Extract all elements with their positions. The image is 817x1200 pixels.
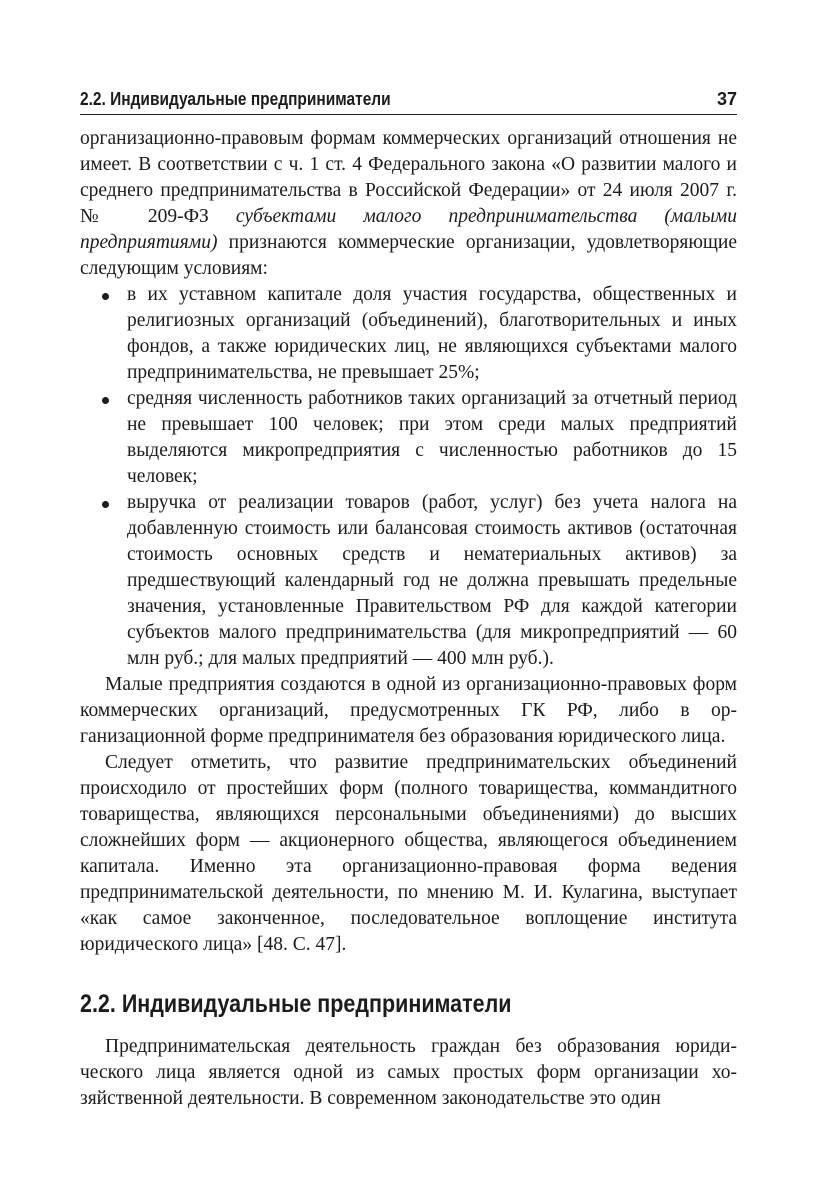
section-first-paragraph: Предпринимательская деятельность граждан без образования юридического лица является одной из самых простых форм организации хозяйственной деятельности. В современном законодательстве это один [80,1036,737,1109]
list-item [127,282,737,386]
paragraph-small-enterprises: Малые предприятия создаются в одной из организационно-правовых форм коммерческих организаций, предусмотренных ГК РФ, либо в организационной форме предпринимателя без образования юридического лица. [80,674,737,747]
bullet-icon [102,501,109,508]
list-item [127,490,737,672]
bullet-icon [102,293,109,300]
intro-text-after: признаются коммерческие организации, удовлетворяющие следующим условиям: [80,232,737,279]
paragraph-development: Следует отметить, что развитие предпринимательских объединений происходило от простейших форм (полного товарищества, коммандитного товарищества, являющихся персональными объединениями) до высших сложнейших форм — акционерного общества, являющегося объединением капитала. Именно эта организационно-правовая форма ведения предпринимательской деятельности, по мнению М. И. Кулагина, выступает «как самое законченное, последовательное воплощение института юридического лица» [48. С. 47]. [80,752,737,955]
page-body [80,126,737,1112]
running-head-title: 2.2. Индивидуальные предприниматели [80,89,391,109]
intro-text-before: организационно-правовым формам коммерческих организаций отношения не имеет. В соответствии с ч. 1 ст. 4 Федерального закона «О развитии малого и среднего предпринимательства в Российской Федерации» от 24 июля 2007 г. № 209-ФЗ [80,128,737,227]
intro-paragraph [80,126,737,282]
list-item-text: выручка от реализации товаров (работ, услуг) без учета налога на добавленную стоимость или балансовая стоимость активов (остаточная стоимость основных средств и нематериальных активов) за предшествующий календарный год не должна превышать предельные значения, установленные Правительством РФ для каждой категории субъектов малого предпринимательства (для микропредприятий — 60 млн руб.; для малых предприятий — 400 млн руб.). [127,492,737,669]
intro-italic-term: субъектами малого предпринимательства (малыми предприятиями) [80,206,737,253]
conditions-list [80,282,737,672]
list-item-text: в их уставном капитале доля участия государства, общественных и религиозных организаций (объединений), благотворительных и иных фондов, а также юридических лиц, не являющихся субъектами малого предпринимательства, не превышает 25%; [127,284,737,383]
list-item [127,386,737,490]
section-heading [80,989,737,1019]
list-item-text: средняя численность работников таких организаций за отчетный период не превышает 100 человек; при этом среди малых предприятий выделяются микропредприятия с численностью работников до 15 человек; [127,388,737,487]
page-number: 37 [716,89,737,109]
bullet-icon [102,397,109,404]
running-head [80,84,737,115]
section-heading-text: 2.2. Индивидуальные предприниматели [80,990,512,1018]
